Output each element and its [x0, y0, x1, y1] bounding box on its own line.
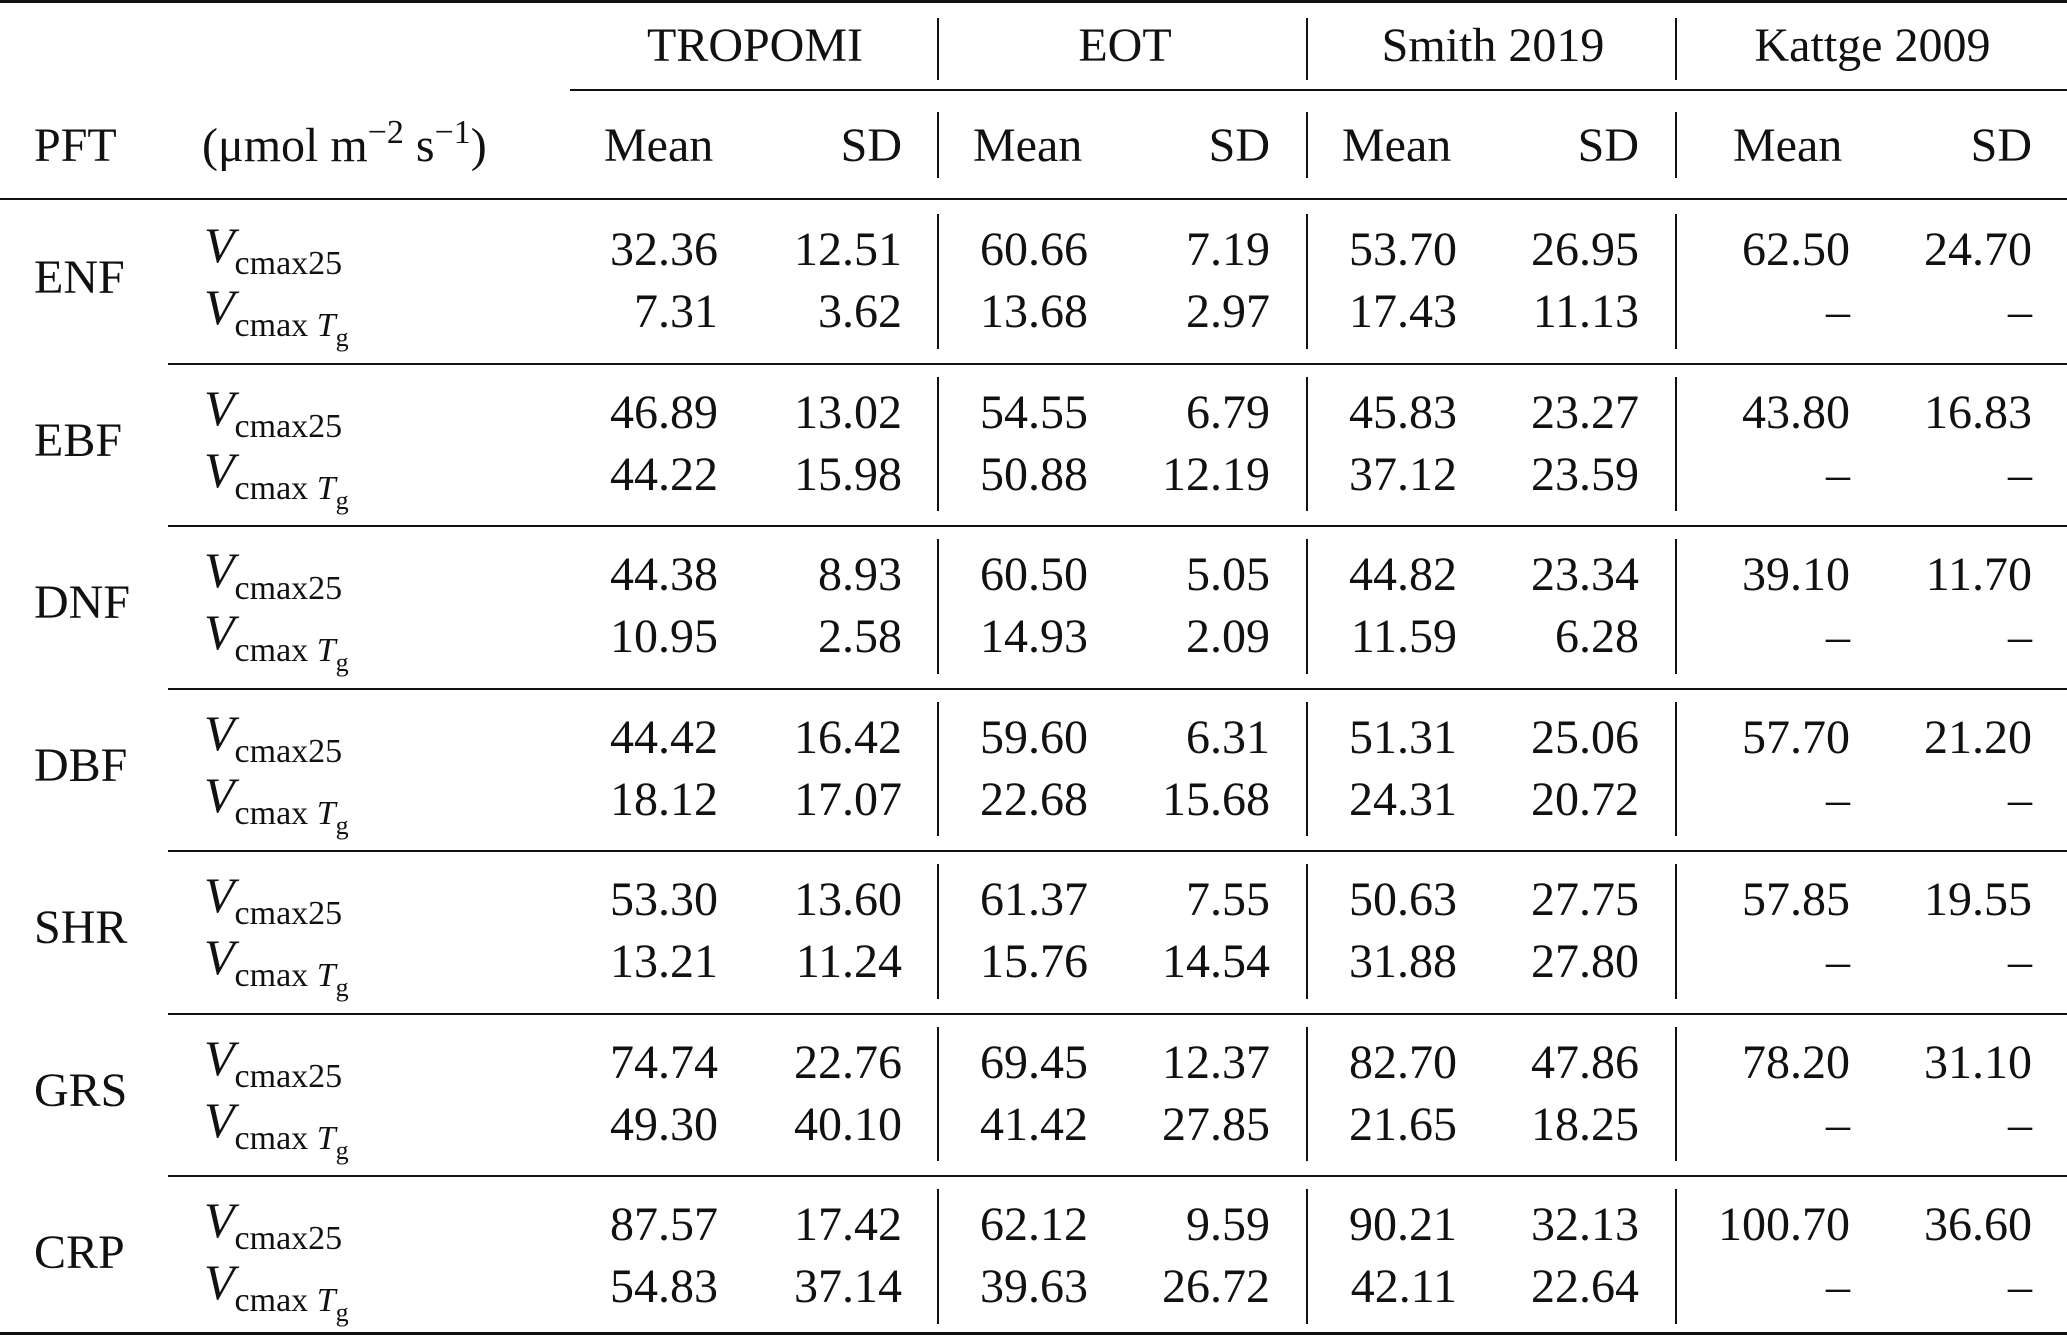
row-divider	[168, 1013, 2067, 1015]
mean-header: Mean	[1733, 119, 1843, 172]
cell-smith-mean: 42.11	[1350, 1260, 1457, 1313]
units-column-header	[202, 114, 487, 172]
cell-smith-mean: 11.59	[1350, 610, 1457, 663]
column-separator	[1306, 864, 1308, 999]
cell-smith-mean: 44.82	[1349, 548, 1457, 601]
cell-tropomi-sd: 8.93	[818, 548, 902, 601]
cell-eot-mean: 14.93	[980, 610, 1088, 663]
group-header-smith-2019: Smith 2019	[1381, 19, 1605, 72]
cell-tropomi-mean: 44.42	[610, 710, 718, 764]
param-symbol: V	[204, 1029, 235, 1086]
cell-eot-sd: 6.79	[1186, 385, 1270, 439]
cell-kattge-mean: –	[1826, 1260, 1850, 1313]
cell-tropomi-sd: 37.14	[794, 1260, 902, 1313]
param-symbol: V	[204, 929, 235, 985]
cell-tropomi-mean: 54.83	[610, 1260, 718, 1313]
param-subscript	[234, 469, 349, 515]
param-label-vcmax-tg	[204, 766, 349, 840]
cell-kattge-mean: 43.80	[1742, 385, 1850, 439]
group-underline	[570, 89, 2067, 91]
cell-smith-sd: 27.80	[1531, 935, 1639, 988]
cell-kattge-sd: 11.70	[1925, 548, 2032, 601]
param-subscript-g: g	[335, 973, 349, 1002]
param-subscript: cmax25	[234, 570, 343, 607]
param-symbol: V	[204, 604, 235, 660]
param-symbol: V	[204, 1091, 235, 1148]
pft-label: GRS	[34, 1063, 128, 1117]
param-symbol: V	[204, 704, 235, 761]
pft-label: ENF	[34, 251, 125, 304]
cell-kattge-mean: 100.70	[1718, 1198, 1850, 1251]
cell-smith-sd: 18.25	[1531, 1097, 1639, 1151]
cell-eot-mean: 39.63	[980, 1260, 1088, 1313]
cell-tropomi-sd: 11.24	[795, 935, 902, 988]
sd-header: SD	[840, 119, 902, 172]
cell-tropomi-sd: 40.10	[794, 1097, 902, 1151]
column-separator	[1675, 864, 1677, 999]
cell-kattge-sd: –	[2008, 1260, 2032, 1313]
cell-smith-mean: 82.70	[1349, 1035, 1457, 1089]
cell-kattge-mean: 57.70	[1742, 710, 1850, 764]
group-header-kattge-2009: Kattge 2009	[1754, 19, 1991, 72]
column-separator	[937, 702, 939, 837]
cell-kattge-mean: –	[1826, 285, 1850, 338]
cell-eot-mean: 60.50	[980, 548, 1088, 601]
param-subscript	[234, 957, 349, 1002]
cell-kattge-sd: 16.83	[1924, 385, 2032, 439]
cell-kattge-sd: 31.10	[1924, 1035, 2032, 1089]
cell-kattge-mean: –	[1826, 935, 1850, 988]
pft-column-header: PFT	[34, 119, 117, 172]
mean-header: Mean	[973, 119, 1083, 172]
group-header-tropomi: TROPOMI	[646, 19, 864, 72]
cell-tropomi-sd: 15.98	[794, 447, 902, 501]
param-label-vcmax-tg	[204, 604, 349, 677]
param-subscript-t: T	[316, 632, 336, 669]
cell-eot-sd: 2.09	[1186, 610, 1270, 663]
top-rule	[0, 0, 2067, 3]
header-separator	[1306, 112, 1308, 178]
cell-kattge-sd: –	[2008, 772, 2032, 826]
cell-smith-sd: 23.59	[1531, 447, 1639, 501]
param-symbol: V	[204, 1192, 235, 1248]
row-divider	[168, 688, 2067, 690]
cell-kattge-mean: 39.10	[1742, 548, 1850, 601]
cell-eot-mean: 54.55	[980, 385, 1088, 439]
cell-eot-mean: 15.76	[980, 935, 1088, 988]
param-subscript: cmax25	[234, 1057, 343, 1095]
param-label-vcmax25	[204, 704, 343, 770]
cell-kattge-mean: 78.20	[1742, 1035, 1850, 1089]
param-subscript-g: g	[335, 1135, 349, 1165]
cell-tropomi-sd: 13.02	[794, 385, 902, 439]
cell-eot-sd: 5.05	[1186, 548, 1270, 601]
cell-kattge-sd: 21.20	[1924, 710, 2032, 764]
param-symbol: V	[204, 1254, 235, 1310]
cell-smith-sd: 22.64	[1531, 1260, 1639, 1313]
param-subscript-t: T	[316, 794, 336, 832]
cell-eot-sd: 12.19	[1162, 447, 1270, 501]
cell-tropomi-mean: 53.30	[610, 873, 718, 926]
cell-eot-sd: 2.97	[1186, 285, 1270, 338]
param-label-vcmax-tg	[204, 279, 349, 352]
cell-kattge-sd: –	[2008, 1097, 2032, 1151]
param-label-vcmax-tg	[204, 441, 349, 515]
param-label-vcmax-tg	[204, 1091, 349, 1165]
param-subscript-g: g	[335, 810, 349, 840]
column-separator	[1675, 377, 1677, 512]
param-symbol: V	[204, 379, 235, 436]
cell-smith-mean: 45.83	[1349, 385, 1457, 439]
param-subscript	[234, 1282, 349, 1327]
cell-eot-mean: 22.68	[980, 772, 1088, 826]
column-separator	[937, 1189, 939, 1324]
param-subscript-t: T	[316, 1282, 336, 1319]
cell-eot-mean: 69.45	[980, 1035, 1088, 1089]
cell-tropomi-mean: 44.38	[610, 548, 718, 601]
cell-smith-mean: 90.21	[1349, 1198, 1457, 1251]
column-separator	[1306, 539, 1308, 674]
sd-header: SD	[1970, 119, 2032, 172]
cell-tropomi-mean: 7.31	[634, 285, 718, 338]
cell-tropomi-sd: 12.51	[794, 223, 902, 276]
param-subscript-t: T	[316, 957, 336, 994]
cell-tropomi-mean: 74.74	[610, 1035, 718, 1089]
cell-eot-sd: 7.55	[1186, 873, 1270, 926]
cell-tropomi-sd: 22.76	[794, 1035, 902, 1089]
row-divider	[168, 363, 2067, 365]
param-subscript	[234, 1119, 349, 1165]
param-subscript: cmax25	[234, 895, 343, 932]
column-separator	[1306, 1027, 1308, 1162]
column-separator	[937, 539, 939, 674]
pft-label: DNF	[34, 576, 131, 629]
param-subscript-text: cmax	[234, 1119, 317, 1157]
header-separator	[937, 18, 939, 80]
cell-smith-sd: 23.34	[1531, 548, 1639, 601]
column-separator	[1306, 214, 1308, 349]
cell-smith-mean: 51.31	[1349, 710, 1457, 764]
param-subscript-text: cmax	[234, 957, 317, 994]
cell-smith-mean: 31.88	[1349, 935, 1457, 988]
param-subscript-g: g	[335, 323, 349, 352]
units-exp-s: −1	[434, 114, 471, 151]
cell-smith-sd: 20.72	[1531, 772, 1639, 826]
sd-header: SD	[1577, 119, 1639, 172]
column-separator	[937, 1027, 939, 1162]
param-subscript-g: g	[335, 485, 349, 515]
cell-tropomi-mean: 44.22	[610, 447, 718, 501]
cell-tropomi-mean: 49.30	[610, 1097, 718, 1151]
cell-eot-sd: 27.85	[1162, 1097, 1270, 1151]
mean-header: Mean	[1342, 119, 1452, 172]
param-label-vcmax-tg	[204, 929, 349, 1002]
param-subscript-text: cmax	[234, 307, 317, 344]
cell-eot-sd: 6.31	[1186, 710, 1270, 764]
cell-kattge-mean: –	[1826, 447, 1850, 501]
param-subscript	[234, 307, 349, 352]
param-subscript-t: T	[316, 1119, 336, 1157]
cell-kattge-mean: –	[1826, 1097, 1850, 1151]
pft-label: EBF	[34, 413, 123, 467]
cell-kattge-mean: 62.50	[1742, 223, 1850, 276]
cell-kattge-sd: 24.70	[1924, 223, 2032, 276]
cell-tropomi-sd: 3.62	[818, 285, 902, 338]
cell-tropomi-mean: 46.89	[610, 385, 718, 439]
param-subscript-text: cmax	[234, 632, 317, 669]
cell-tropomi-sd: 17.07	[794, 772, 902, 826]
cell-smith-sd: 32.13	[1531, 1198, 1639, 1251]
param-symbol: V	[204, 217, 235, 273]
cell-smith-mean: 37.12	[1349, 447, 1457, 501]
cell-kattge-sd: 19.55	[1924, 873, 2032, 926]
param-symbol: V	[204, 279, 235, 335]
header-separator	[1675, 18, 1677, 80]
cell-eot-sd: 7.19	[1186, 223, 1270, 276]
mean-header: Mean	[604, 119, 714, 172]
cell-eot-mean: 59.60	[980, 710, 1088, 764]
column-separator	[1306, 702, 1308, 837]
param-label-vcmax25	[204, 542, 343, 607]
column-separator	[1675, 1027, 1677, 1162]
cell-kattge-sd: –	[2008, 610, 2032, 663]
param-subscript	[234, 632, 349, 677]
column-separator	[1675, 214, 1677, 349]
param-label-vcmax25	[204, 379, 343, 445]
row-divider	[168, 850, 2067, 852]
cell-eot-sd: 15.68	[1162, 772, 1270, 826]
param-symbol: V	[204, 867, 235, 923]
param-label-vcmax-tg	[204, 1254, 349, 1327]
cell-tropomi-sd: 13.60	[794, 873, 902, 926]
param-subscript: cmax25	[234, 1220, 343, 1257]
cell-kattge-sd: –	[2008, 935, 2032, 988]
column-separator	[1306, 1189, 1308, 1324]
param-label-vcmax25	[204, 1192, 343, 1257]
cell-smith-sd: 27.75	[1531, 873, 1639, 926]
cell-eot-sd: 14.54	[1162, 935, 1270, 988]
column-separator	[1675, 1189, 1677, 1324]
param-label-vcmax25	[204, 1029, 343, 1095]
cell-kattge-sd: –	[2008, 285, 2032, 338]
param-subscript-t: T	[316, 469, 336, 507]
column-separator	[937, 864, 939, 999]
header-separator	[1675, 112, 1677, 178]
cell-smith-sd: 25.06	[1531, 710, 1639, 764]
cell-smith-mean: 24.31	[1349, 772, 1457, 826]
pft-label: SHR	[34, 901, 128, 954]
cell-eot-sd: 9.59	[1186, 1198, 1270, 1251]
row-divider	[168, 525, 2067, 527]
pft-label: DBF	[34, 738, 128, 792]
cell-eot-sd: 12.37	[1162, 1035, 1270, 1089]
param-label-vcmax25	[204, 217, 343, 282]
cell-eot-mean: 41.42	[980, 1097, 1088, 1151]
column-separator	[1675, 702, 1677, 837]
row-divider	[168, 1175, 2067, 1177]
cell-kattge-mean: –	[1826, 772, 1850, 826]
param-subscript-text: cmax	[234, 1282, 317, 1319]
column-separator	[1675, 539, 1677, 674]
pft-label: CRP	[34, 1226, 125, 1279]
cell-kattge-mean: 57.85	[1742, 873, 1850, 926]
cell-kattge-mean: –	[1826, 610, 1850, 663]
group-header-eot: EOT	[1078, 19, 1172, 72]
cell-tropomi-sd: 2.58	[818, 610, 902, 663]
cell-eot-mean: 50.88	[980, 447, 1088, 501]
cell-tropomi-sd: 17.42	[794, 1198, 902, 1251]
cell-smith-sd: 26.95	[1531, 223, 1639, 276]
cell-smith-mean: 53.70	[1349, 223, 1457, 276]
cell-smith-mean: 21.65	[1349, 1097, 1457, 1151]
cell-tropomi-sd: 16.42	[794, 710, 902, 764]
cell-eot-mean: 62.12	[980, 1198, 1088, 1251]
cell-smith-mean: 50.63	[1349, 873, 1457, 926]
param-subscript-g: g	[335, 1298, 349, 1327]
column-separator	[937, 214, 939, 349]
units-open: (μmol m	[202, 119, 368, 172]
header-separator	[1306, 18, 1308, 80]
column-separator	[1306, 377, 1308, 512]
param-subscript	[234, 794, 349, 840]
param-label-vcmax25	[204, 867, 343, 932]
cell-eot-mean: 60.66	[980, 223, 1088, 276]
units-mid: s	[403, 119, 435, 172]
cell-smith-sd: 47.86	[1531, 1035, 1639, 1089]
param-subscript: cmax25	[234, 245, 343, 282]
cell-tropomi-mean: 10.95	[610, 610, 718, 663]
cell-smith-sd: 11.13	[1532, 285, 1639, 338]
cell-smith-mean: 17.43	[1349, 285, 1457, 338]
cell-tropomi-mean: 87.57	[610, 1198, 718, 1251]
cell-eot-mean: 61.37	[980, 873, 1088, 926]
param-symbol: V	[204, 441, 235, 498]
param-symbol: V	[204, 542, 235, 598]
param-subscript: cmax25	[234, 732, 343, 770]
header-separator	[937, 112, 939, 178]
cell-kattge-sd: –	[2008, 447, 2032, 501]
cell-kattge-sd: 36.60	[1924, 1198, 2032, 1251]
sd-header: SD	[1208, 119, 1270, 172]
cell-eot-mean: 13.68	[980, 285, 1088, 338]
cell-smith-sd: 6.28	[1555, 610, 1639, 663]
cell-smith-sd: 23.27	[1531, 385, 1639, 439]
param-subscript: cmax25	[234, 407, 343, 445]
units-exp-m: −2	[367, 114, 404, 151]
param-subscript-t: T	[316, 307, 336, 344]
cell-tropomi-mean: 13.21	[610, 935, 718, 988]
param-subscript-g: g	[335, 648, 349, 677]
param-symbol: V	[204, 766, 235, 823]
cell-tropomi-mean: 18.12	[610, 772, 718, 826]
column-separator	[937, 377, 939, 512]
param-subscript-text: cmax	[234, 469, 317, 507]
cell-eot-sd: 26.72	[1162, 1260, 1270, 1313]
units-close: )	[470, 119, 487, 172]
header-rule	[0, 198, 2067, 200]
param-subscript-text: cmax	[234, 794, 317, 832]
cell-tropomi-mean: 32.36	[610, 223, 718, 276]
